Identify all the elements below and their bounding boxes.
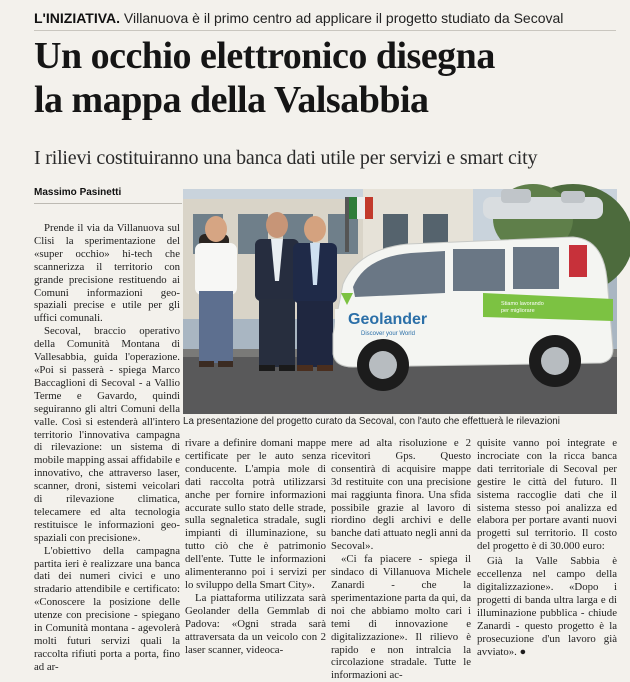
article-column-1 [34, 222, 180, 673]
article-column-2 [185, 437, 326, 662]
paragraph: quisite vanno poi integrate e incrociate con la ricca banca dati territoriale di Secoval per gestire le città del futuro. Il sistema raccoglie dati che il sistema stesso poi analizza ed elabora per portare avanti nuovi progetti sul territorio. Il costo del progetto è di 30.000 euro: [477, 437, 617, 553]
kicker-label: L'INIZIATIVA. [34, 10, 121, 26]
headline-line-2: la mappa della Valsabbia [34, 79, 429, 121]
photo-caption: La presentazione del progetto curato da Secoval, con l'auto che effettuerà le rilevazioni [183, 416, 560, 427]
paragraph: La piattaforma utilizzata sarà Geolander della Gemmlab di Padova: «Ogni strada sarà attraversata da un veicolo con 2 laser scanner, videoca- [185, 591, 326, 656]
van-side-text-2: per migliorare [501, 308, 535, 314]
van-side-text-1: Stiamo lavorando [501, 301, 544, 307]
paragraph: mere ad alta risoluzione e 2 ricevitori Gps. Questo consentirà di acquisire mappe 3d restituite con una precisione mai raggiunta finora. Una sfida possibile grazie al lavoro di riordino degli archivi e delle banche dati attuato negli anni da Secoval». [331, 437, 472, 553]
article-column-4 [477, 437, 617, 662]
paragraph: Già la Valle Sabbia è eccellenza nel campo della digitalizzazione». «Dopo i progetti di banda ultra larga e di illuminazione pubblica - chiude Zanardi - questo progetto è la prosecuzione d'un lavoro già avviato». ● [477, 555, 617, 658]
article-photo [183, 189, 617, 414]
subheadline: I rilievi costituiranno una banca dati utile per servizi e smart city [34, 147, 538, 169]
photo-illustration [183, 189, 617, 414]
paragraph: «Ci fa piacere - spiega il sindaco di Villanuova Michele Zanardi - che la sperimentazione parta da qui, da noi che abbiamo molto cari i temi di innovazione e digitalizzazione». Il rilievo è rapido e non intralcia la circolazione stradale. Tutte le informazioni ac- [331, 553, 472, 682]
kicker-text: Villanuova è il primo centro ad applicare il progetto studiato da Secoval [123, 10, 564, 26]
paragraph: L'obiettivo della campagna partita ieri è realizzare una banca dati dei numeri civici e uno stradario attendibile e certificato: «Conoscere la posizione delle utenze con precisione - spiegano in Comunità montana - agevolerà molti futuri servizi quali la raccolta rifiuti porta a porta, fino ad ar- [34, 544, 180, 673]
headline [34, 34, 624, 122]
kicker [34, 8, 616, 31]
paragraph: Prende il via da Villanuova sul Clisi la sperimentazione del «super occhio» hi-tech che scannerizza il territorio con grande precisione restituendo ai Comuni informazioni geo-spaziali precise e utile per gli uffici comunali. [34, 222, 180, 325]
paragraph: Secoval, braccio operativo della Comunità Montana di Vallesabbia, guida l'operazione. «Poi si passerà - spiega Marco Baccaglioni di Secoval - a Vallio Terme e Gavardo, quindi seguiranno gli altri Comuni della valle. Così si estenderà all'intero territorio l'innovativa campagna di rilevazione: un sistema di mobile mapping assai affidabile e innovativo, che attraverso laser, scanner, droni, sistemi veicolari di rilevazione climatica, telecamere ed alta tecnologia restituisce le informazioni geo-spaziali con precisione». [34, 325, 180, 544]
paragraph: rivare a definire domani mappe certificate per le auto senza conducente. L'ampia mole di dati raccolta potrà utilizzarsi anche per fornire informazioni accurate sullo stato delle strade, sulla segnaletica stradale, sugli impianti di illuminazione, su tutto ciò che è patrimonio dell'ente. Tutte le informazioni alimenteranno poi i servizi per lo sviluppo della Smart City». [185, 437, 326, 591]
article-column-3 [331, 437, 472, 682]
van-brand-text: Geolander [348, 311, 428, 328]
van-tagline-text: Discover your World [361, 331, 415, 337]
byline: Massimo Pasinetti [34, 186, 182, 204]
headline-line-1: Un occhio elettronico disegna [34, 35, 495, 77]
